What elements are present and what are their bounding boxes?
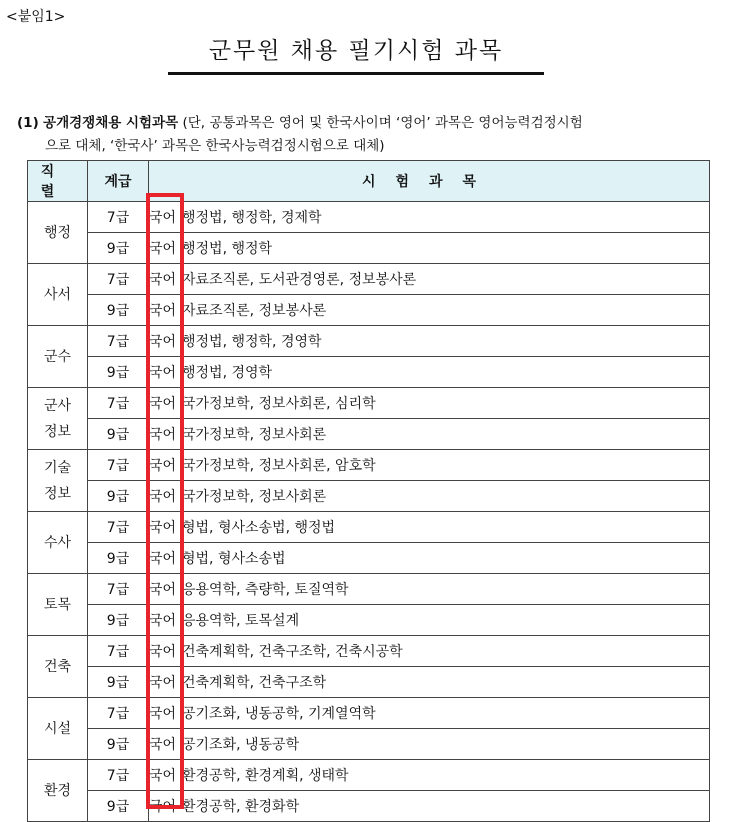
table-row [28,357,710,388]
table-row [28,512,710,543]
subjects-cell [149,543,710,574]
table-row [28,636,710,667]
common-subject-label: 국어 [149,272,177,288]
table-row [28,233,710,264]
subject-list: 응용역학, 토목설계 [182,613,300,629]
subject-list: 응용역학, 측량학, 토질역학 [182,582,349,598]
job-category-label: 수사 [43,534,72,551]
job-category-label: 정보 [43,485,72,502]
job-category-cell [28,388,88,450]
section-number: (1) [17,115,39,131]
table-row [28,760,710,791]
subject-list: 공기조화, 냉동공학 [182,737,300,753]
subject-list: 자료조직론, 정보봉사론 [182,303,327,319]
subjects-cell [149,667,710,698]
grade-cell: 7급 [88,760,149,791]
table-row [28,202,710,233]
common-subject-label: 국어 [149,675,177,691]
job-category-cell [28,202,88,264]
grade-cell: 7급 [88,450,149,481]
grade-cell: 7급 [88,574,149,605]
job-category-label: 사서 [43,286,72,303]
header-job-label: 직렬 [40,164,75,200]
grade-cell: 7급 [88,326,149,357]
subjects-cell [149,419,710,450]
job-category-label: 정보 [43,423,72,440]
grade-cell: 9급 [88,481,149,512]
common-subject-label: 국어 [149,768,177,784]
job-category-cell [28,450,88,512]
job-category-label: 군수 [43,348,72,365]
subject-list: 건축계획학, 건축구조학 [182,675,327,691]
table-row [28,481,710,512]
subject-list: 자료조직론, 도서관경영론, 정보봉사론 [182,272,417,288]
grade-cell: 9급 [88,791,149,822]
common-subject-label: 국어 [149,303,177,319]
subjects-cell [149,450,710,481]
common-subject-label: 국어 [149,458,177,474]
job-category-cell [28,698,88,760]
subjects-cell [149,481,710,512]
job-category-cell [28,760,88,822]
job-category-cell [28,264,88,326]
subjects-cell [149,698,710,729]
subjects-cell [149,729,710,760]
subject-list: 행정법, 행정학 [182,241,273,257]
subjects-cell [149,574,710,605]
subject-list: 행정법, 행정학, 경영학 [182,334,322,350]
subjects-cell [149,388,710,419]
grade-cell: 9급 [88,357,149,388]
grade-cell: 9급 [88,295,149,326]
subject-list: 형법, 형사소송법, 행정법 [182,520,336,536]
section-heading-line [17,112,722,134]
subject-list: 환경공학, 환경계획, 생태학 [182,768,349,784]
subject-list: 국가정보학, 정보사회론, 암호학 [182,458,376,474]
grade-cell: 9급 [88,605,149,636]
page-title: 군무원 채용 필기시험 과목 [208,38,504,64]
table-row [28,667,710,698]
grade-cell: 7급 [88,698,149,729]
section-note-line1: (단, 공통과목은 영어 및 한국사이며 ‘영어’ 과목은 영어능력검정시험 [182,115,583,131]
grade-cell: 7급 [88,264,149,295]
subjects-cell [149,326,710,357]
common-subject-label: 국어 [149,396,177,412]
subjects-cell [149,295,710,326]
subjects-cell [149,605,710,636]
grade-cell: 7급 [88,388,149,419]
common-subject-label: 국어 [149,644,177,660]
subjects-cell [149,636,710,667]
grade-cell: 9급 [88,543,149,574]
table-row [28,450,710,481]
job-category-label: 건축 [43,658,72,675]
job-category-cell [28,574,88,636]
common-subject-label: 국어 [149,706,177,722]
common-subject-label: 국어 [149,613,177,629]
table-row [28,419,710,450]
header-subjects [149,161,710,202]
subject-list: 공기조화, 냉동공학, 기계열역학 [182,706,376,722]
common-subject-label: 국어 [149,210,177,226]
section-heading: 공개경쟁채용 시험과목 [43,115,179,131]
header-subjects-label: 시험과목 [361,174,497,190]
common-subject-label: 국어 [149,737,177,753]
subjects-cell [149,357,710,388]
table-row [28,543,710,574]
grade-cell: 9급 [88,729,149,760]
job-category-cell [28,326,88,388]
grade-cell: 7급 [88,636,149,667]
table-body [28,202,710,822]
job-category-label: 행정 [43,224,72,241]
grade-cell: 9급 [88,667,149,698]
common-subject-label: 국어 [149,427,177,443]
job-category-label: 시설 [43,720,72,737]
title-underline [168,72,544,75]
job-category-cell [28,636,88,698]
table-row [28,388,710,419]
table-row [28,791,710,822]
table-row [28,574,710,605]
common-subject-label: 국어 [149,241,177,257]
subject-list: 환경공학, 환경화학 [182,799,300,815]
grade-cell: 9급 [88,419,149,450]
table-header-row [28,161,710,202]
subjects-cell [149,791,710,822]
common-subject-label: 국어 [149,799,177,815]
header-grade: 계급 [88,161,149,202]
subjects-cell [149,233,710,264]
subject-list: 건축계획학, 건축구조학, 건축시공학 [182,644,403,660]
common-subject-label: 국어 [149,334,177,350]
table-row [28,295,710,326]
subject-list: 국가정보학, 정보사회론 [182,427,327,443]
table-row [28,729,710,760]
common-subject-label: 국어 [149,551,177,567]
subject-list: 행정법, 경영학 [182,365,273,381]
job-category-label: 환경 [43,782,72,799]
subject-list: 형법, 형사소송법 [182,551,286,567]
subject-list: 행정법, 행정학, 경제학 [182,210,322,226]
grade-cell: 7급 [88,202,149,233]
table-row [28,326,710,357]
subjects-cell [149,264,710,295]
common-subject-label: 국어 [149,365,177,381]
job-category-label: 군사 [43,397,72,414]
grade-cell: 9급 [88,233,149,264]
common-subject-label: 국어 [149,582,177,598]
header-job [28,161,88,202]
subjects-cell [149,202,710,233]
exam-subjects-table [27,160,710,822]
subject-list: 국가정보학, 정보사회론 [182,489,327,505]
annex-label: <붙임1> [6,9,66,25]
subjects-cell [149,512,710,543]
grade-cell: 7급 [88,512,149,543]
job-category-label: 토목 [43,596,72,613]
table-row [28,264,710,295]
common-subject-label: 국어 [149,489,177,505]
common-subject-label: 국어 [149,520,177,536]
section-note-line2: 으로 대체, ‘한국사’ 과목은 한국사능력검정시험으로 대체) [45,138,385,154]
table-row [28,605,710,636]
subject-list: 국가정보학, 정보사회론, 심리학 [182,396,376,412]
table-row [28,698,710,729]
job-category-cell [28,512,88,574]
subjects-cell [149,760,710,791]
job-category-label: 기술 [43,459,72,476]
